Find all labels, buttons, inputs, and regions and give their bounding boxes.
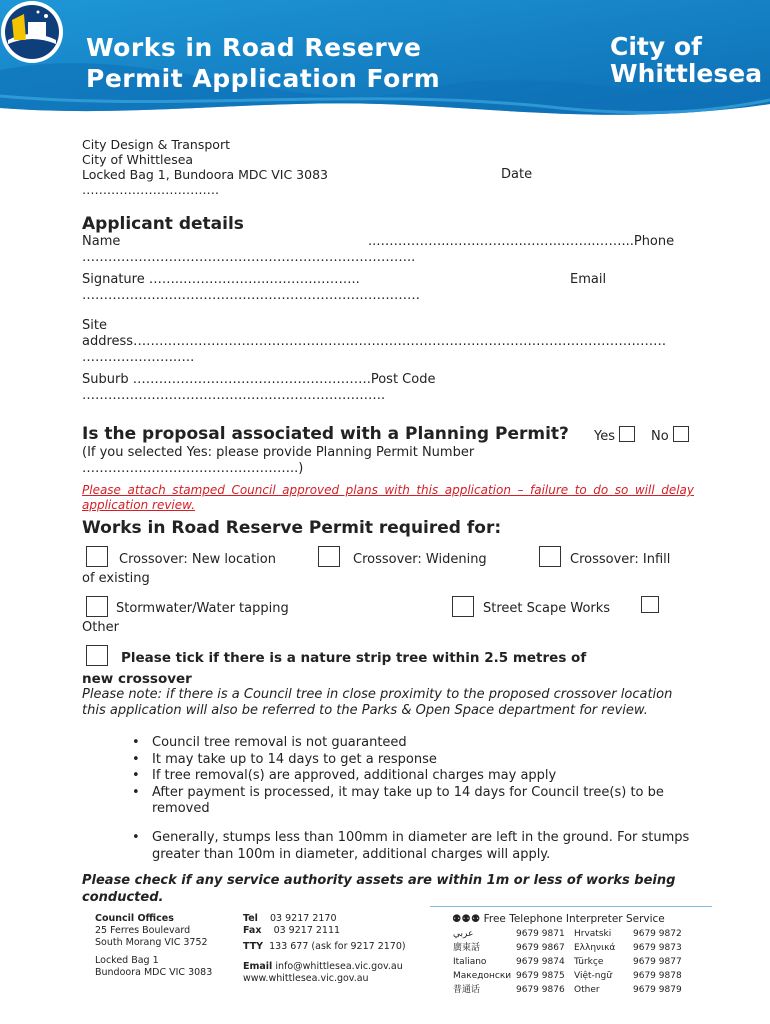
footer-contacts: Tel 03 9217 2170 Fax 03 9217 2111 TTY 133 677 (ask for 9217 2170) Email info@whittlesea.vic.gov.au www.whittlesea.vic.gov.au xyxy=(243,913,406,984)
city-logo-icon xyxy=(0,0,64,64)
name-field[interactable]: ..……………..…….………..……..……..……...Phone xyxy=(368,234,675,249)
email-field[interactable]: …………………………………………………………………… xyxy=(82,288,420,303)
footer-rule xyxy=(430,906,712,907)
tree-question: Please tick if there is a nature strip tree within 2.5 metres of xyxy=(121,650,587,666)
bullet-item: • Generally, stumps less than 100mm in diameter are left in the ground. For stumps greater than 100m in diameter, additional charges will apply. xyxy=(128,830,698,863)
name-label: Name xyxy=(82,234,121,249)
people-icon: ⚉⚉⚉ xyxy=(452,913,481,925)
signature-field[interactable]: Signature ……..………………..……….……….. xyxy=(82,272,360,287)
language-table xyxy=(452,927,683,997)
planning-question: Is the proposal associated with a Planning Permit? xyxy=(82,424,569,444)
of-existing-label: of existing xyxy=(82,571,150,586)
bullet-item: • It may take up to 14 days to get a response xyxy=(128,752,698,769)
other-checkbox[interactable] xyxy=(641,596,659,613)
permit-number-field[interactable]: …………………………………………..) xyxy=(82,461,304,476)
header-banner xyxy=(0,0,770,128)
council-address: City Design & Transport City of Whittlesea Locked Bag 1, Bundoora MDC VIC 3083 …….………………….…. xyxy=(82,137,328,197)
site-address-field[interactable]: address…………………………………………………………………………………………………………… xyxy=(82,334,667,349)
form-title: Works in Road Reserve Permit Application Form xyxy=(86,33,441,93)
table-row: عربي 9679 9871 Hrvatski 9679 9872 xyxy=(453,929,682,939)
bullet-item: • Council tree removal is not guaranteed xyxy=(128,735,698,752)
interpreter-service: ⚉⚉⚉ Free Telephone Interpreter Service عربي 9679 9871 Hrvatski 9679 9872 廣東話 9679 9867 Ελληνικά 9679 9873 Italiano 9679 9874 Türkçe 9679 9877 Македонски 9679 9875 Việt-ngữ 9679 9878 普通话 9679 9876 Other 9679 9879 xyxy=(452,913,682,995)
table-row: 廣東話 9679 9867 Ελληνικά 9679 9873 xyxy=(453,943,682,953)
streetscape-checkbox[interactable] xyxy=(452,596,474,617)
other-label: Other xyxy=(82,620,119,635)
table-row: Italiano 9679 9874 Türkçe 9679 9877 xyxy=(453,957,682,967)
bullet-item: • After payment is processed, it may take up to 14 days for Council tree(s) to be removed xyxy=(128,785,698,818)
stormwater-checkbox[interactable] xyxy=(86,596,108,617)
tree-checkbox[interactable] xyxy=(86,645,108,666)
suburb-postcode-field[interactable]: Suburb ……………………………………………….Post Code xyxy=(82,372,436,387)
stormwater-label: Stormwater/Water tapping xyxy=(116,601,289,616)
tree-note: Please note: if there is a Council tree in close proximity to the proposed crossover location this application will also be referred to the Parks & Open Space department for review. xyxy=(82,687,673,718)
crossover-widening-checkbox[interactable] xyxy=(318,546,340,567)
crossover-new-label: Crossover: New location xyxy=(119,552,276,567)
streetscape-label: Street Scape Works xyxy=(483,601,611,616)
works-heading: Works in Road Reserve Permit required for: xyxy=(82,518,502,538)
suburb-dots[interactable]: ……………………………………………………………. xyxy=(82,388,386,403)
crossover-new-checkbox[interactable] xyxy=(86,546,108,567)
bullet-item: • If tree removal(s) are approved, additional charges may apply xyxy=(128,768,698,785)
email-label: Email xyxy=(570,272,607,287)
footer-offices: Council Offices 25 Ferres Boulevard South Morang VIC 3752 Locked Bag 1 Bundoora MDC VIC 3083 xyxy=(95,913,213,978)
tree-question-2: new crossover xyxy=(82,671,192,687)
applicant-heading: Applicant details xyxy=(82,214,244,234)
crossover-infill-checkbox[interactable] xyxy=(539,546,561,567)
site-label: Site xyxy=(82,318,107,333)
table-row: Македонски 9679 9875 Việt-ngữ 9679 9878 xyxy=(453,971,682,981)
crossover-widening-label: Crossover: Widening xyxy=(353,552,487,567)
service-check-note: Please check if any service authority assets are within 1m or less of works being conducted. xyxy=(82,873,676,905)
table-row: 普通话 9679 9876 Other 9679 9879 xyxy=(453,985,682,995)
date-label: Date xyxy=(501,167,533,182)
attach-plans-warning: Please attach stamped Council approved plans with this application – failure to do so will delay application review. xyxy=(82,483,694,512)
planning-yes: Yes xyxy=(594,426,635,445)
crossover-infill-label: Crossover: Infill xyxy=(570,552,671,567)
tree-bullets xyxy=(128,735,698,818)
footer-web-link[interactable]: www.whittlesea.vic.gov.au xyxy=(243,973,369,984)
site-address-field-2[interactable]: ………………….…. xyxy=(82,350,195,365)
footer-email-link[interactable]: info@whittlesea.vic.gov.au xyxy=(275,961,403,972)
no-checkbox[interactable] xyxy=(673,426,689,442)
yes-checkbox[interactable] xyxy=(619,426,635,442)
planning-no: No xyxy=(651,426,689,445)
city-brand: City of Whittlesea xyxy=(610,32,763,88)
phone-field[interactable]: ………………………………………………………………….. xyxy=(82,250,416,265)
planning-note: (If you selected Yes: please provide Planning Permit Number xyxy=(82,445,475,460)
stumps-bullet xyxy=(128,830,698,863)
